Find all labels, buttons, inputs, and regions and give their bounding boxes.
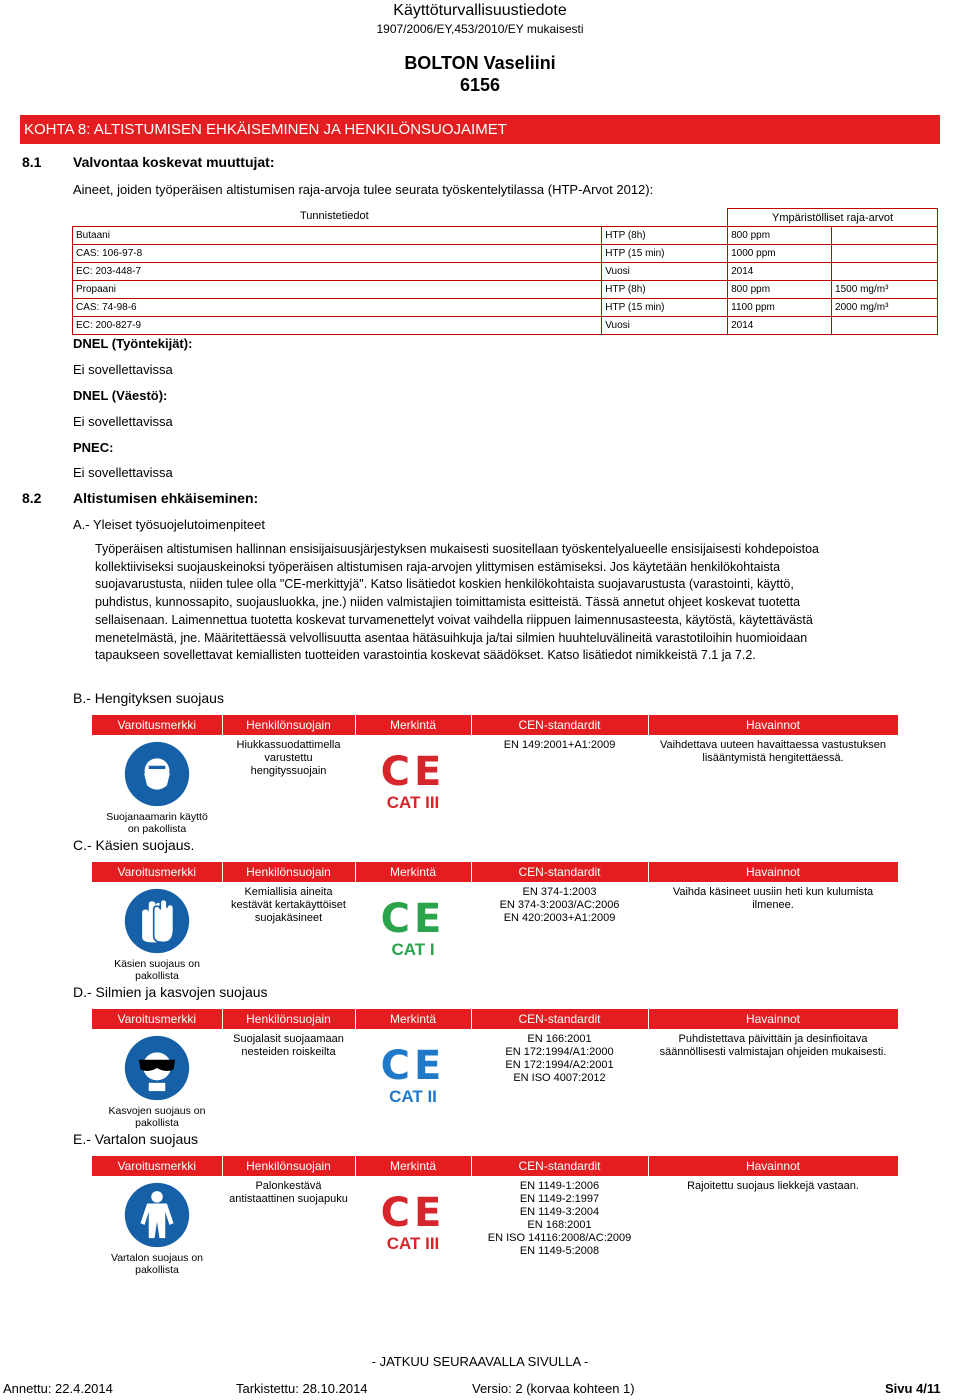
regulation-ref: 1907/2006/EY,453/2010/EY mukaisesti	[376, 22, 584, 36]
ppe-section-title: B.- Hengityksen suojaus	[73, 690, 224, 706]
ppe-sign-label: Vartalon suojaus on pakollista	[110, 1252, 204, 1276]
limits-header-environment: Ympäristölliset raja-arvot	[728, 209, 938, 227]
limits-row	[73, 281, 938, 299]
version: Versio: 2 (korvaa kohteen 1)	[472, 1381, 635, 1396]
dnel-workers-title: DNEL (Työntekijät):	[73, 336, 193, 351]
ppe-table	[92, 862, 898, 982]
limits-cell: Butaani	[73, 227, 602, 245]
ppe-standards-cell	[471, 1176, 648, 1276]
limits-cell	[832, 227, 938, 245]
limits-cell: 2014	[728, 317, 832, 335]
ppe-header-cell: CEN-standardit	[471, 1009, 648, 1029]
product-heading	[0, 52, 960, 96]
document-title: Käyttöturvallisuustiedote	[393, 2, 567, 19]
ppe-equipment: Kemiallisia aineita kestävät kertakäyttöiset suojakäsineet	[231, 886, 346, 924]
ppe-notes-cell	[648, 735, 898, 835]
ppe-marking-cell	[355, 735, 471, 835]
limits-row	[73, 299, 938, 317]
ce-mark: CE	[380, 1043, 446, 1089]
ppe-standards-cell	[471, 1029, 648, 1129]
ppe-section-title: C.- Käsien suojaus.	[73, 837, 195, 853]
ppe-header-cell: Henkilönsuojain	[222, 862, 355, 882]
continue-note: - JATKUU SEURAAVALLA SIVULLA -	[371, 1354, 589, 1369]
section-title-bar: KOHTA 8: ALTISTUMISEN EHKÄISEMINEN JA HENKILÖNSUOJAIMET	[20, 115, 940, 144]
ppe-equipment-cell	[222, 882, 355, 982]
dnel-workers-value: Ei sovellettavissa	[73, 362, 173, 377]
ppe-header-cell: Merkintä	[355, 1009, 471, 1029]
paragraph-line: puhdistus, kunnossapito, suojausluokka, jne.) niiden valmistajien toimittamista esitteistä. Tässä annetut ohjeet koskevat tuotetta	[95, 595, 801, 610]
standard-item: EN 374-1:2003	[522, 886, 597, 898]
ppe-header-cell: Havainnot	[648, 1009, 898, 1029]
ppe-notes-cell	[648, 1029, 898, 1129]
ppe-header-cell: Varoitusmerkki	[92, 1156, 222, 1176]
ppe-table	[92, 715, 898, 835]
standard-item: EN 172:1994/A2:2001	[505, 1059, 614, 1071]
ppe-header-cell: Merkintä	[355, 1156, 471, 1176]
ppe-notes: Rajoitettu suojaus liekkejä vastaan.	[687, 1180, 859, 1192]
ppe-marking-cell	[355, 1176, 471, 1276]
limits-row	[73, 263, 938, 281]
exposure-limits-table	[72, 208, 938, 335]
limits-cell: 800 ppm	[728, 281, 832, 299]
standard-item: EN 172:1994/A1:2000	[505, 1046, 614, 1058]
ppe-header-cell: Merkintä	[355, 862, 471, 882]
limits-cell	[832, 245, 938, 263]
cat-label: CAT III	[386, 793, 440, 812]
ppe-header-cell: CEN-standardit	[471, 1156, 648, 1176]
ppe-header-cell: Merkintä	[355, 715, 471, 735]
ppe-header-cell: CEN-standardit	[471, 715, 648, 735]
ppe-equipment: Suojalasit suojaamaan nesteiden roiskeilta	[233, 1033, 344, 1058]
limits-cell: Propaani	[73, 281, 602, 299]
ppe-sign-cell	[92, 1029, 222, 1129]
standard-item: EN 166:2001	[527, 1033, 592, 1045]
limits-cell: CAS: 74-98-6	[73, 299, 602, 317]
ppe-equipment: Palonkestävä antistaattinen suojapuku	[229, 1180, 348, 1205]
ppe-equipment-cell	[222, 1029, 355, 1129]
ce-mark: CE	[380, 1190, 446, 1236]
ppe-equipment-cell	[222, 735, 355, 835]
dnel-public-value: Ei sovellettavissa	[73, 414, 173, 429]
limits-cell: EC: 203-448-7	[73, 263, 602, 281]
ppe-standards-cell	[471, 735, 648, 835]
limits-header-identification-label: Tunnistetiedot	[300, 210, 369, 222]
gloves-icon	[124, 888, 190, 954]
coverall-icon	[124, 1182, 190, 1248]
dnel-public-title: DNEL (Väestö):	[73, 388, 168, 403]
limits-cell: HTP (8h)	[602, 281, 728, 299]
ppe-equipment: Hiukkassuodattimella varustettu hengityssuojain	[236, 739, 341, 777]
ce-marking	[355, 1192, 471, 1254]
limits-cell: HTP (8h)	[602, 227, 728, 245]
limits-row	[73, 227, 938, 245]
limits-cell	[832, 263, 938, 281]
limits-cell: EC: 200-827-9	[73, 317, 602, 335]
ppe-sign-label: Käsien suojaus on pakollista	[114, 958, 200, 982]
standard-item: EN ISO 14116:2008/AC:2009	[487, 1232, 632, 1244]
ppe-notes: Vaihdettava uuteen havaittaessa vastustuksen lisääntymistä hengitettäessä.	[659, 739, 887, 764]
standard-item: EN 168:2001	[527, 1219, 592, 1231]
section-8-2-title: Altistumisen ehkäiseminen:	[73, 490, 259, 506]
ppe-header-cell: Varoitusmerkki	[92, 715, 222, 735]
standard-item: EN ISO 4007:2012	[513, 1072, 606, 1084]
limits-cell: 1500 mg/m³	[832, 281, 938, 299]
pnec-title: PNEC:	[73, 440, 114, 455]
limits-cell: Vuosi	[602, 317, 728, 335]
ppe-notes: Vaihda käsineet uusiin heti kun kulumista ilmenee.	[672, 886, 874, 911]
limits-cell: 1000 ppm	[728, 245, 832, 263]
limits-cell: HTP (15 min)	[602, 299, 728, 317]
ppe-header-cell: Henkilönsuojain	[222, 715, 355, 735]
ce-marking	[355, 751, 471, 813]
paragraph-line: menetelmästä, jne. Määritettäessä velvollisuutta asentaa hätäsuihkuja ja/tai silmien huuhteluvälineitä varastotiloihin huomioidaan	[95, 630, 808, 645]
limits-header-identification	[602, 209, 728, 227]
standard-item: EN 374-3:2003/AC:2006	[499, 899, 620, 911]
ppe-sign-cell	[92, 735, 222, 835]
paragraph-line: tapaukseen sovellettavat kemiallisten tuotteiden varastointia koskevat säädökset. Katso lisätiedot nimikkeistä 7.1 ja 7.2.	[95, 648, 756, 663]
limits-cell: 2014	[728, 263, 832, 281]
issued-date: Annettu: 22.4.2014	[3, 1381, 113, 1396]
ppe-marking-cell	[355, 1029, 471, 1129]
paragraph-line: kollektiiviseksi suojauskeinoksi työperäisen altistumisen raja-arvojen ylittymisen estämiseksi. Jos käytetään henkilökohtaista	[95, 559, 781, 574]
ppe-header-cell: Havainnot	[648, 862, 898, 882]
cat-label: CAT I	[391, 940, 435, 959]
ppe-sign-cell	[92, 882, 222, 982]
product-name: BOLTON Vaseliini	[404, 53, 556, 73]
standard-item: EN 1149-1:2006	[519, 1180, 600, 1192]
ce-marking	[355, 898, 471, 960]
limits-row	[73, 245, 938, 263]
ppe-header-cell: Varoitusmerkki	[92, 1009, 222, 1029]
limits-cell: 2000 mg/m³	[832, 299, 938, 317]
section-8-2-number: 8.2	[22, 490, 42, 506]
section-8-1-title: Valvontaa koskevat muuttujat:	[73, 154, 275, 170]
ppe-notes: Puhdistettava päivittäin ja desinfioitava säännöllisesti valmistajan ohjeiden mukaisesti.	[659, 1033, 887, 1058]
checked-date: Tarkistettu: 28.10.2014	[236, 1381, 368, 1396]
ppe-notes-cell	[648, 1176, 898, 1276]
pnec-value: Ei sovellettavissa	[73, 465, 173, 480]
ppe-marking-cell	[355, 882, 471, 982]
paragraph-line: sellaisenaan. Laimennettua tuotetta koskevat turvamenettelyt voivat vaihdella riippuen laimennusasteesta, käytöstä, käytettävästä	[95, 612, 813, 627]
standard-item: EN 1149-2:1997	[519, 1193, 600, 1205]
ppe-section-title: D.- Silmien ja kasvojen suojaus	[73, 984, 268, 1000]
ppe-header-cell: Varoitusmerkki	[92, 862, 222, 882]
ce-marking	[355, 1045, 471, 1107]
limits-cell	[832, 317, 938, 335]
limits-cell: 800 ppm	[728, 227, 832, 245]
standard-item: EN 420:2003+A1:2009	[503, 912, 616, 924]
limits-row	[73, 317, 938, 335]
paragraph-line: Työperäisen altistumisen hallinnan ensisijaisuusjärjestyksen mukaisesti suositellaan työskentelyalueelle ensisijaisesti kohdepoistoa	[95, 542, 819, 556]
ppe-sign-label: Suojanaamarin käyttö on pakollista	[106, 811, 208, 835]
ppe-sign-label: Kasvojen suojaus on pakollista	[108, 1105, 206, 1129]
ppe-table	[92, 1009, 898, 1129]
cat-label: CAT II	[389, 1087, 437, 1106]
limits-cell: Vuosi	[602, 263, 728, 281]
ppe-sign-cell	[92, 1176, 222, 1276]
ppe-equipment-cell	[222, 1176, 355, 1276]
page-number: Sivu 4/11	[885, 1381, 941, 1396]
limits-cell: HTP (15 min)	[602, 245, 728, 263]
respirator-icon	[124, 741, 190, 807]
ppe-header-cell: CEN-standardit	[471, 862, 648, 882]
ppe-notes-cell	[648, 882, 898, 982]
limits-cell: CAS: 106-97-8	[73, 245, 602, 263]
general-measures-title: A.- Yleiset työsuojelutoimenpiteet	[73, 517, 265, 532]
ce-mark: CE	[380, 896, 446, 942]
ppe-header-cell: Havainnot	[648, 715, 898, 735]
ppe-table	[92, 1156, 898, 1276]
paragraph-line: suojavarustusta, niiden tulee olla "CE-merkittyjä". Katso lisätiedot koskien henkilökohtaista suojavarustusta (varastointi, käyttö,	[95, 577, 794, 592]
ppe-header-cell: Henkilönsuojain	[222, 1009, 355, 1029]
ppe-header-cell: Havainnot	[648, 1156, 898, 1176]
section-8-1-number: 8.1	[22, 154, 42, 170]
goggles-icon	[124, 1035, 190, 1101]
cat-label: CAT III	[386, 1234, 440, 1253]
ppe-standards-cell	[471, 882, 648, 982]
ce-mark: CE	[380, 749, 446, 795]
standard-item: EN 1149-3:2004	[519, 1206, 600, 1218]
ppe-section-title: E.- Vartalon suojaus	[73, 1131, 199, 1147]
standard-item: EN 1149-5:2008	[519, 1245, 600, 1257]
limits-intro: Aineet, joiden työperäisen altistumisen raja-arvoja tulee seurata työskentelytilassa (HTP-Arvot 2012):	[73, 182, 654, 197]
product-code: 6156	[459, 75, 501, 95]
limits-cell: 1100 ppm	[728, 299, 832, 317]
general-measures-text	[95, 541, 940, 665]
ppe-header-cell: Henkilönsuojain	[222, 1156, 355, 1176]
standard-item: EN 149:2001+A1:2009	[503, 739, 616, 751]
